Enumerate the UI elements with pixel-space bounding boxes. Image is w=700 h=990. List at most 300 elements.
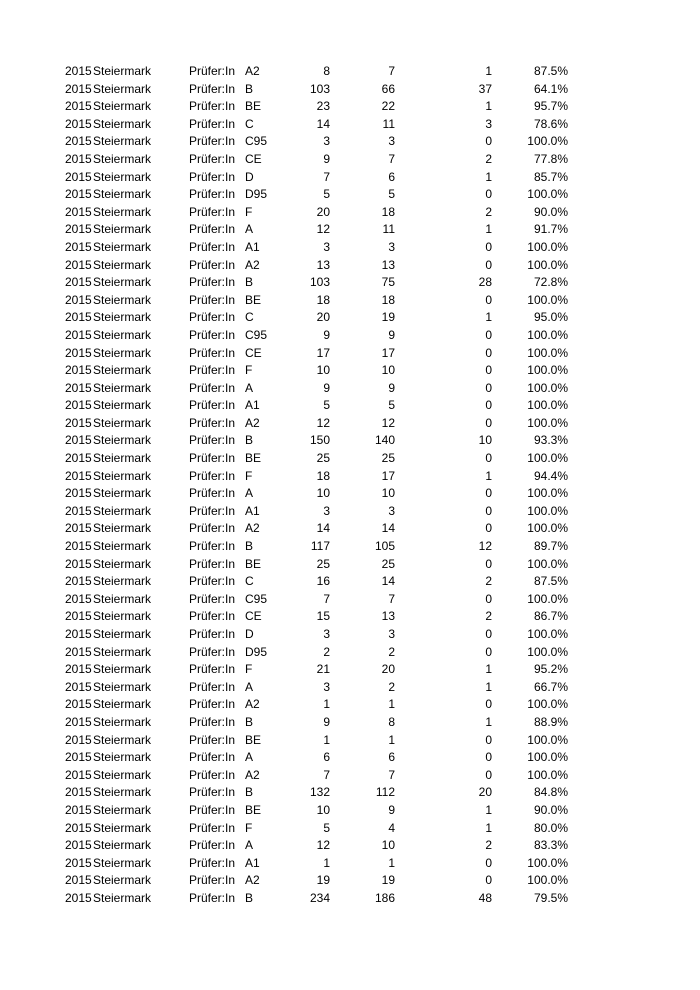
license-class-cell: BE: [245, 802, 262, 817]
total-count-cell: 18: [316, 468, 330, 483]
passed-count-cell: 66: [381, 81, 395, 96]
total-count-cell: 1: [323, 732, 330, 747]
year-cell: 2015: [65, 187, 92, 202]
pass-rate-cell: 100.0%: [527, 451, 568, 466]
table-row: [0, 749, 700, 767]
region-cell: Steiermark: [93, 785, 152, 800]
license-class-cell: F: [245, 662, 253, 677]
pass-rate-cell: 95.0%: [533, 310, 568, 325]
license-class-cell: A: [245, 838, 254, 853]
table-row: [0, 133, 700, 151]
license-class-cell: A2: [245, 767, 260, 782]
role-cell: Prüfer:In: [189, 556, 236, 571]
failed-count-cell: 0: [485, 380, 492, 395]
table-row: [0, 397, 700, 415]
pass-rate-cell: 100.0%: [527, 556, 568, 571]
table-row: [0, 169, 700, 187]
pass-rate-cell: 90.0%: [533, 802, 568, 817]
passed-count-cell: 5: [388, 398, 395, 413]
failed-count-cell: 0: [485, 556, 492, 571]
pass-rate-cell: 100.0%: [527, 187, 568, 202]
year-cell: 2015: [65, 644, 92, 659]
passed-count-cell: 18: [381, 292, 395, 307]
role-cell: Prüfer:In: [189, 714, 236, 729]
total-count-cell: 15: [316, 609, 330, 624]
region-cell: Steiermark: [93, 556, 152, 571]
region-cell: Steiermark: [93, 890, 152, 905]
total-count-cell: 3: [323, 239, 330, 254]
pass-rate-cell: 85.7%: [533, 169, 568, 184]
region-cell: Steiermark: [93, 151, 152, 166]
passed-count-cell: 19: [381, 873, 395, 888]
table-row: [0, 327, 700, 345]
year-cell: 2015: [65, 222, 92, 237]
passed-count-cell: 9: [388, 327, 395, 342]
license-class-cell: BE: [245, 732, 262, 747]
failed-count-cell: 2: [485, 609, 492, 624]
passed-count-cell: 1: [388, 732, 395, 747]
table-row: [0, 98, 700, 116]
role-cell: Prüfer:In: [189, 169, 236, 184]
pass-rate-cell: 66.7%: [533, 679, 568, 694]
passed-count-cell: 105: [374, 539, 395, 554]
role-cell: Prüfer:In: [189, 380, 236, 395]
table-row: [0, 503, 700, 521]
passed-count-cell: 22: [381, 99, 395, 114]
license-class-cell: A: [245, 679, 254, 694]
failed-count-cell: 0: [485, 486, 492, 501]
pass-rate-cell: 100.0%: [527, 732, 568, 747]
role-cell: Prüfer:In: [189, 415, 236, 430]
passed-count-cell: 2: [388, 679, 395, 694]
license-class-cell: D: [245, 627, 254, 641]
region-cell: Steiermark: [93, 222, 152, 237]
failed-count-cell: 0: [485, 503, 492, 518]
role-cell: Prüfer:In: [189, 468, 236, 483]
license-class-cell: A1: [245, 503, 260, 518]
license-class-cell: B: [245, 433, 254, 448]
total-count-cell: 12: [316, 838, 330, 853]
table-row: [0, 204, 700, 222]
pass-rate-cell: 91.7%: [533, 222, 568, 237]
region-cell: Steiermark: [93, 714, 152, 729]
table-row: [0, 802, 700, 820]
total-count-cell: 9: [323, 714, 330, 729]
region-cell: Steiermark: [93, 521, 152, 536]
passed-count-cell: 17: [381, 345, 395, 360]
total-count-cell: 10: [316, 486, 330, 501]
table-row: [0, 415, 700, 433]
table-row: [0, 556, 700, 574]
license-class-cell: B: [245, 275, 254, 290]
year-cell: 2015: [65, 380, 92, 395]
license-class-cell: B: [245, 714, 254, 729]
passed-count-cell: 186: [374, 890, 395, 905]
table-row: [0, 274, 700, 292]
table-row: [0, 872, 700, 890]
region-cell: Steiermark: [93, 415, 152, 430]
passed-count-cell: 13: [381, 257, 395, 272]
passed-count-cell: 1: [388, 855, 395, 870]
year-cell: 2015: [65, 802, 92, 817]
license-class-cell: C95: [245, 327, 268, 342]
pass-rate-cell: 100.0%: [527, 767, 568, 782]
table-row: [0, 450, 700, 468]
failed-count-cell: 10: [478, 433, 492, 448]
failed-count-cell: 1: [485, 662, 492, 677]
year-cell: 2015: [65, 275, 92, 290]
region-cell: Steiermark: [93, 802, 152, 817]
role-cell: Prüfer:In: [189, 310, 236, 325]
pass-rate-cell: 100.0%: [527, 486, 568, 501]
failed-count-cell: 3: [485, 116, 492, 131]
table-row: [0, 520, 700, 538]
failed-count-cell: 0: [485, 398, 492, 413]
pass-rate-cell: 88.9%: [533, 714, 568, 729]
total-count-cell: 12: [316, 222, 330, 237]
year-cell: 2015: [65, 820, 92, 835]
year-cell: 2015: [65, 433, 92, 448]
table-row: [0, 696, 700, 714]
license-class-cell: B: [245, 539, 254, 554]
license-class-cell: BE: [245, 451, 262, 466]
region-cell: Steiermark: [93, 662, 152, 677]
role-cell: Prüfer:In: [189, 609, 236, 624]
total-count-cell: 3: [323, 134, 330, 149]
license-class-cell: B: [245, 785, 254, 800]
passed-count-cell: 7: [388, 151, 395, 166]
total-count-cell: 3: [323, 503, 330, 518]
table-row: [0, 309, 700, 327]
region-cell: Steiermark: [93, 116, 152, 131]
passed-count-cell: 3: [388, 503, 395, 518]
failed-count-cell: 0: [485, 415, 492, 430]
year-cell: 2015: [65, 662, 92, 677]
year-cell: 2015: [65, 732, 92, 747]
passed-count-cell: 3: [388, 134, 395, 149]
year-cell: 2015: [65, 591, 92, 606]
total-count-cell: 23: [316, 99, 330, 114]
table-row: [0, 767, 700, 785]
total-count-cell: 2: [323, 644, 330, 659]
region-cell: Steiermark: [93, 204, 152, 219]
year-cell: 2015: [65, 855, 92, 870]
failed-count-cell: 48: [478, 890, 492, 905]
table-row: [0, 890, 700, 908]
year-cell: 2015: [65, 697, 92, 712]
region-cell: Steiermark: [93, 380, 152, 395]
table-row: [0, 591, 700, 609]
region-cell: Steiermark: [93, 275, 152, 290]
table-row: [0, 820, 700, 838]
failed-count-cell: 0: [485, 292, 492, 307]
passed-count-cell: 5: [388, 187, 395, 202]
region-cell: Steiermark: [93, 239, 152, 254]
passed-count-cell: 3: [388, 627, 395, 641]
passed-count-cell: 9: [388, 802, 395, 817]
license-class-cell: A: [245, 380, 254, 395]
passed-count-cell: 13: [381, 609, 395, 624]
year-cell: 2015: [65, 539, 92, 554]
region-cell: Steiermark: [93, 398, 152, 413]
table-row: [0, 837, 700, 855]
failed-count-cell: 1: [485, 802, 492, 817]
table-row: [0, 239, 700, 257]
passed-count-cell: 25: [381, 451, 395, 466]
failed-count-cell: 2: [485, 151, 492, 166]
passed-count-cell: 11: [382, 222, 395, 237]
pass-rate-cell: 80.0%: [533, 820, 568, 835]
role-cell: Prüfer:In: [189, 239, 236, 254]
role-cell: Prüfer:In: [189, 204, 236, 219]
passed-count-cell: 140: [374, 433, 395, 448]
license-class-cell: F: [245, 468, 253, 483]
table-row: [0, 432, 700, 450]
region-cell: Steiermark: [93, 644, 152, 659]
year-cell: 2015: [65, 398, 92, 413]
failed-count-cell: 0: [485, 591, 492, 606]
total-count-cell: 8: [323, 64, 330, 78]
year-cell: 2015: [65, 767, 92, 782]
region-cell: Steiermark: [93, 732, 152, 747]
year-cell: 2015: [65, 310, 92, 325]
total-count-cell: 7: [323, 591, 330, 606]
license-class-cell: C: [245, 116, 254, 131]
license-class-cell: A1: [245, 239, 260, 254]
license-class-cell: BE: [245, 556, 262, 571]
passed-count-cell: 25: [381, 556, 395, 571]
table-row: [0, 468, 700, 486]
table-row: [0, 151, 700, 169]
role-cell: Prüfer:In: [189, 591, 236, 606]
pass-rate-cell: 100.0%: [527, 627, 568, 641]
passed-count-cell: 19: [381, 310, 395, 325]
pass-rate-cell: 72.8%: [533, 275, 568, 290]
year-cell: 2015: [65, 521, 92, 536]
region-cell: Steiermark: [93, 609, 152, 624]
region-cell: Steiermark: [93, 679, 152, 694]
role-cell: Prüfer:In: [189, 257, 236, 272]
failed-count-cell: 0: [485, 239, 492, 254]
table-row: [0, 608, 700, 626]
total-count-cell: 1: [323, 855, 330, 870]
passed-count-cell: 10: [381, 363, 395, 378]
failed-count-cell: 1: [485, 468, 492, 483]
failed-count-cell: 0: [485, 327, 492, 342]
license-class-cell: A: [245, 222, 254, 237]
year-cell: 2015: [65, 151, 92, 166]
role-cell: Prüfer:In: [189, 838, 236, 853]
table-row: [0, 116, 700, 134]
total-count-cell: 9: [323, 380, 330, 395]
role-cell: Prüfer:In: [189, 802, 236, 817]
passed-count-cell: 7: [388, 591, 395, 606]
total-count-cell: 10: [316, 802, 330, 817]
failed-count-cell: 0: [485, 855, 492, 870]
region-cell: Steiermark: [93, 64, 152, 78]
license-class-cell: D95: [245, 644, 268, 659]
total-count-cell: 25: [316, 556, 330, 571]
role-cell: Prüfer:In: [189, 855, 236, 870]
year-cell: 2015: [65, 627, 92, 641]
pass-rate-cell: 95.2%: [533, 662, 568, 677]
failed-count-cell: 37: [478, 81, 492, 96]
role-cell: Prüfer:In: [189, 451, 236, 466]
year-cell: 2015: [65, 116, 92, 131]
passed-count-cell: 12: [381, 415, 395, 430]
total-count-cell: 16: [316, 574, 330, 589]
region-cell: Steiermark: [93, 574, 152, 589]
table-row: [0, 345, 700, 363]
license-class-cell: A1: [245, 855, 260, 870]
year-cell: 2015: [65, 99, 92, 114]
pass-rate-cell: 89.7%: [533, 539, 568, 554]
year-cell: 2015: [65, 81, 92, 96]
failed-count-cell: 1: [485, 169, 492, 184]
license-class-cell: BE: [245, 99, 262, 114]
table-row: [0, 221, 700, 239]
pass-rate-cell: 83.3%: [533, 838, 568, 853]
total-count-cell: 103: [309, 275, 330, 290]
region-cell: Steiermark: [93, 345, 152, 360]
total-count-cell: 3: [323, 627, 330, 641]
failed-count-cell: 1: [485, 64, 492, 78]
pass-rate-cell: 93.3%: [533, 433, 568, 448]
pass-rate-cell: 78.6%: [533, 116, 568, 131]
region-cell: Steiermark: [93, 468, 152, 483]
role-cell: Prüfer:In: [189, 767, 236, 782]
year-cell: 2015: [65, 204, 92, 219]
pass-rate-cell: 100.0%: [527, 134, 568, 149]
pass-rate-cell: 100.0%: [527, 257, 568, 272]
failed-count-cell: 0: [485, 257, 492, 272]
region-cell: Steiermark: [93, 134, 152, 149]
total-count-cell: 117: [310, 539, 330, 554]
role-cell: Prüfer:In: [189, 785, 236, 800]
total-count-cell: 132: [309, 785, 330, 800]
passed-count-cell: 8: [388, 714, 395, 729]
failed-count-cell: 2: [485, 574, 492, 589]
total-count-cell: 13: [316, 257, 330, 272]
table-row: [0, 81, 700, 99]
role-cell: Prüfer:In: [189, 662, 236, 677]
role-cell: Prüfer:In: [189, 64, 236, 78]
failed-count-cell: 0: [485, 873, 492, 888]
license-class-cell: A2: [245, 521, 260, 536]
role-cell: Prüfer:In: [189, 398, 236, 413]
role-cell: Prüfer:In: [189, 327, 236, 342]
pass-rate-cell: 100.0%: [527, 855, 568, 870]
license-class-cell: D95: [245, 187, 268, 202]
region-cell: Steiermark: [93, 820, 152, 835]
year-cell: 2015: [65, 345, 92, 360]
region-cell: Steiermark: [93, 539, 152, 554]
total-count-cell: 19: [316, 873, 330, 888]
year-cell: 2015: [65, 609, 92, 624]
total-count-cell: 5: [323, 398, 330, 413]
role-cell: Prüfer:In: [189, 345, 236, 360]
role-cell: Prüfer:In: [189, 222, 236, 237]
passed-count-cell: 10: [381, 486, 395, 501]
passed-count-cell: 7: [388, 767, 395, 782]
year-cell: 2015: [65, 873, 92, 888]
table-row: [0, 661, 700, 679]
role-cell: Prüfer:In: [189, 644, 236, 659]
year-cell: 2015: [65, 556, 92, 571]
failed-count-cell: 1: [485, 714, 492, 729]
license-class-cell: F: [245, 820, 253, 835]
failed-count-cell: 0: [485, 697, 492, 712]
total-count-cell: 20: [316, 310, 330, 325]
pass-rate-cell: 100.0%: [527, 644, 568, 659]
role-cell: Prüfer:In: [189, 99, 236, 114]
table-row: [0, 679, 700, 697]
failed-count-cell: 0: [485, 345, 492, 360]
failed-count-cell: 1: [485, 99, 492, 114]
failed-count-cell: 1: [485, 222, 492, 237]
region-cell: Steiermark: [93, 187, 152, 202]
table-row: [0, 257, 700, 275]
license-class-cell: C95: [245, 134, 268, 149]
total-count-cell: 10: [316, 363, 330, 378]
license-class-cell: C: [245, 310, 254, 325]
total-count-cell: 103: [309, 81, 330, 96]
table-row: [0, 784, 700, 802]
year-cell: 2015: [65, 750, 92, 765]
role-cell: Prüfer:In: [189, 750, 236, 765]
year-cell: 2015: [65, 503, 92, 518]
year-cell: 2015: [65, 679, 92, 694]
role-cell: Prüfer:In: [189, 873, 236, 888]
year-cell: 2015: [65, 468, 92, 483]
total-count-cell: 3: [323, 679, 330, 694]
failed-count-cell: 1: [485, 310, 492, 325]
license-class-cell: A1: [245, 398, 260, 413]
license-class-cell: A2: [245, 64, 260, 78]
pass-rate-cell: 100.0%: [527, 521, 568, 536]
table-row: [0, 626, 700, 644]
failed-count-cell: 0: [485, 627, 492, 641]
region-cell: Steiermark: [93, 81, 152, 96]
region-cell: Steiermark: [93, 327, 152, 342]
license-class-cell: A: [245, 486, 254, 501]
year-cell: 2015: [65, 838, 92, 853]
role-cell: Prüfer:In: [189, 574, 236, 589]
total-count-cell: 17: [316, 345, 330, 360]
year-cell: 2015: [65, 486, 92, 501]
region-cell: Steiermark: [93, 873, 152, 888]
license-class-cell: A2: [245, 873, 260, 888]
pass-rate-cell: 100.0%: [527, 873, 568, 888]
license-class-cell: A2: [245, 415, 260, 430]
passed-count-cell: 112: [375, 785, 395, 800]
failed-count-cell: 1: [485, 679, 492, 694]
region-cell: Steiermark: [93, 486, 152, 501]
passed-count-cell: 10: [381, 838, 395, 853]
year-cell: 2015: [65, 451, 92, 466]
pass-rate-cell: 84.8%: [533, 785, 568, 800]
pass-rate-cell: 95.7%: [533, 99, 568, 114]
total-count-cell: 6: [323, 750, 330, 765]
year-cell: 2015: [65, 415, 92, 430]
passed-count-cell: 11: [382, 116, 395, 131]
pass-rate-cell: 90.0%: [533, 204, 568, 219]
failed-count-cell: 1: [485, 820, 492, 835]
total-count-cell: 20: [316, 204, 330, 219]
license-class-cell: CE: [245, 345, 262, 360]
role-cell: Prüfer:In: [189, 275, 236, 290]
region-cell: Steiermark: [93, 697, 152, 712]
